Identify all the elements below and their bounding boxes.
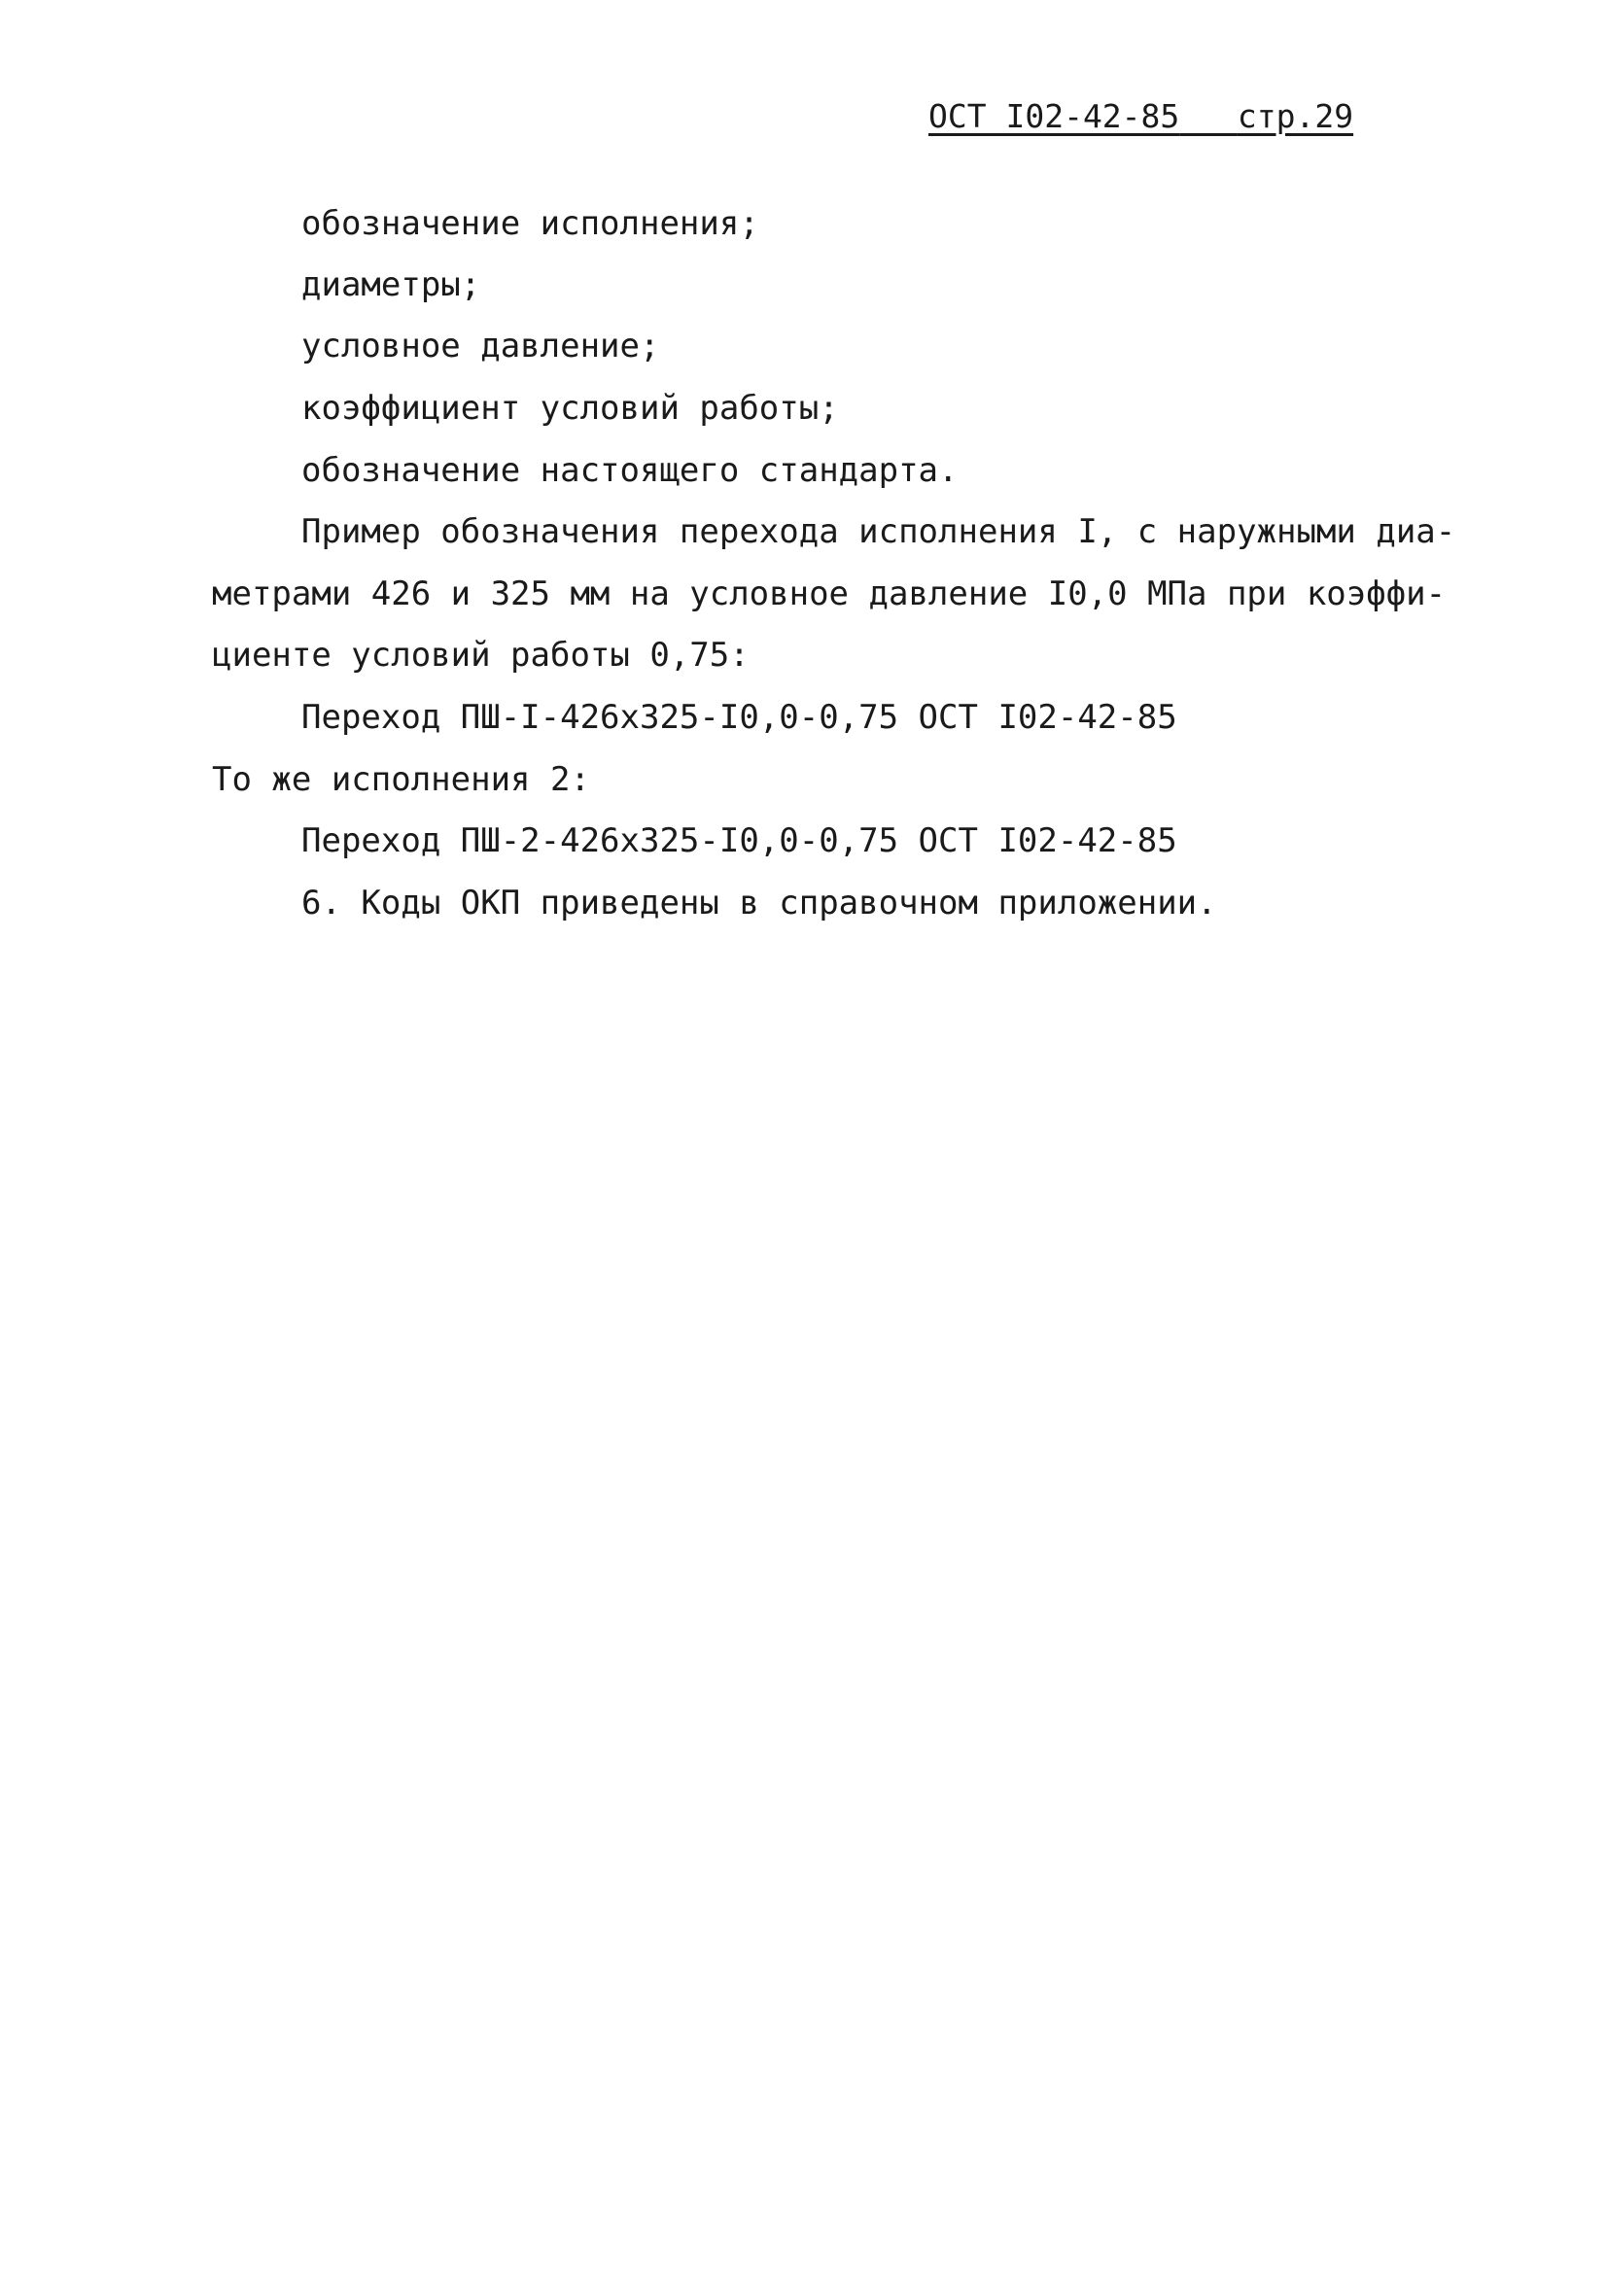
list-item: условное давление;	[301, 327, 660, 365]
page-header	[928, 97, 1353, 135]
standard-code: ОСТ I02-42-85	[928, 97, 1180, 135]
list-item: обозначение настоящего стандарта.	[301, 451, 959, 490]
paragraph-line: метрами 426 и 325 мм на условное давление I0,0 МПа при коэффи-	[212, 574, 1447, 613]
list-item: коэффициент условий работы;	[301, 389, 839, 428]
paragraph-line: Пример обозначения перехода исполнения I, с наружными диа-	[301, 512, 1456, 551]
list-item: диаметры;	[301, 265, 481, 304]
designation-example: Переход ПШ-I-426х325-I0,0-0,75 ОСТ I02-42-85	[301, 698, 1177, 737]
paragraph-line: 6. Коды ОКП приведены в справочном приложении.	[301, 884, 1217, 922]
designation-example: Переход ПШ-2-426х325-I0,0-0,75 ОСТ I02-42-85	[301, 821, 1177, 860]
list-item: обозначение исполнения;	[301, 204, 759, 243]
paragraph-line: То же исполнения 2:	[212, 760, 590, 799]
page-number: стр.29	[1237, 97, 1354, 135]
paragraph-line: циенте условий работы 0,75:	[212, 636, 750, 675]
